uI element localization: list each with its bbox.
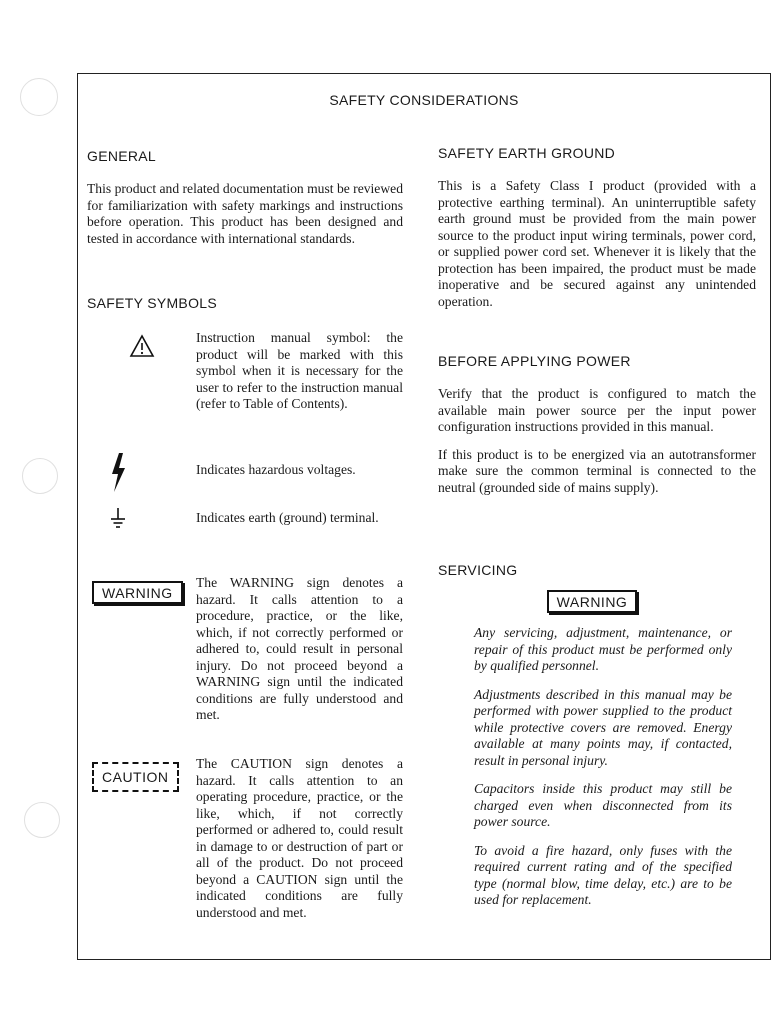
- servicing-para-1: Any servicing, adjustment, maintenance, or repair of this product must be performed only by qualified personnel.: [474, 625, 732, 673]
- servicing-para-4: To avoid a fire hazard, only fuses with the required current rating and of the specified type (normal blow, time delay, etc.) are to be used for replacement.: [474, 842, 732, 907]
- hazard-symbol-text: Indicates hazardous voltages.: [196, 462, 356, 477]
- instruction-manual-icon: [129, 334, 155, 363]
- earth-ground-heading: SAFETY EARTH GROUND: [438, 145, 616, 161]
- safety-symbols-heading: SAFETY SYMBOLS: [87, 295, 217, 311]
- before-power-heading: BEFORE APPLYING POWER: [438, 353, 631, 369]
- earth-ground-text: This is a Safety Class I product (provided with a protective earthing terminal). An uninterruptible safety earth ground must be provided from the main power source to the product input wiring terminals, power cord, or supplied power cord set. Whenever it is likely that the protection has been impaired, the product must be made inoperative and be secured against any unintended operation.: [438, 178, 756, 309]
- instruction-symbol-text: Instruction manual symbol: the product will be marked with this symbol when it is necessary for the user to refer to the instruction manual (refer to Table of Contents).: [196, 330, 403, 411]
- servicing-para-2: Adjustments described in this manual may be performed with power supplied to the product while protective covers are removed. Energy available at many points may, if contacted, result in personal injury.: [474, 686, 732, 768]
- general-heading: GENERAL: [87, 148, 157, 164]
- section-before-power: [438, 353, 756, 496]
- hazardous-voltage-icon: [109, 452, 127, 501]
- servicing-para-3: Capacitors inside this product may still be charged even when disconnected from its power source.: [474, 781, 732, 829]
- general-text: This product and related documentation must be reviewed for familiarization with safety markings and instructions before operation. This product has been designed and tested in accordance with international standards.: [87, 181, 403, 246]
- page-title: SAFETY CONSIDERATIONS: [329, 92, 519, 108]
- earth-symbol-text: Indicates earth (ground) terminal.: [196, 510, 379, 525]
- binder-hole-bottom: [24, 802, 60, 838]
- section-earth-ground: [438, 145, 756, 310]
- section-servicing: [438, 562, 756, 909]
- servicing-warning-badge: WARNING: [547, 590, 638, 613]
- binder-hole-top: [20, 78, 58, 116]
- caution-badge: CAUTION: [92, 762, 179, 792]
- earth-ground-icon: [109, 506, 127, 535]
- binder-hole-middle: [22, 458, 58, 494]
- warning-sign-text: The WARNING sign denotes a hazard. It calls attention to a procedure, practice, or the like, which, if not correctly performed or adhered to, could result in personal injury. Do not proceed beyond a WARNING sign until the indicated conditions are fully understood and met.: [196, 575, 403, 722]
- before-power-text-1: Verify that the product is configured to match the available main power source per the input power configuration instructions provided in this manual.: [438, 386, 756, 434]
- safety-symbols-heading-wrap: [87, 295, 403, 311]
- before-power-text-2: If this product is to be energized via an autotransformer make sure the common terminal is connected to the neutral (grounded side of mains supply).: [438, 446, 756, 495]
- section-general: [87, 148, 403, 247]
- caution-sign-text: The CAUTION sign denotes a hazard. It calls attention to an operating procedure, practice, or the like, which, if not correctly performed or adhered to, could result in damage to or destruction of part or all of the product. Do not proceed beyond a CAUTION sign until the indicated conditions are fully understood and met.: [196, 756, 403, 920]
- warning-badge: WARNING: [92, 581, 183, 604]
- servicing-heading: SERVICING: [438, 562, 518, 578]
